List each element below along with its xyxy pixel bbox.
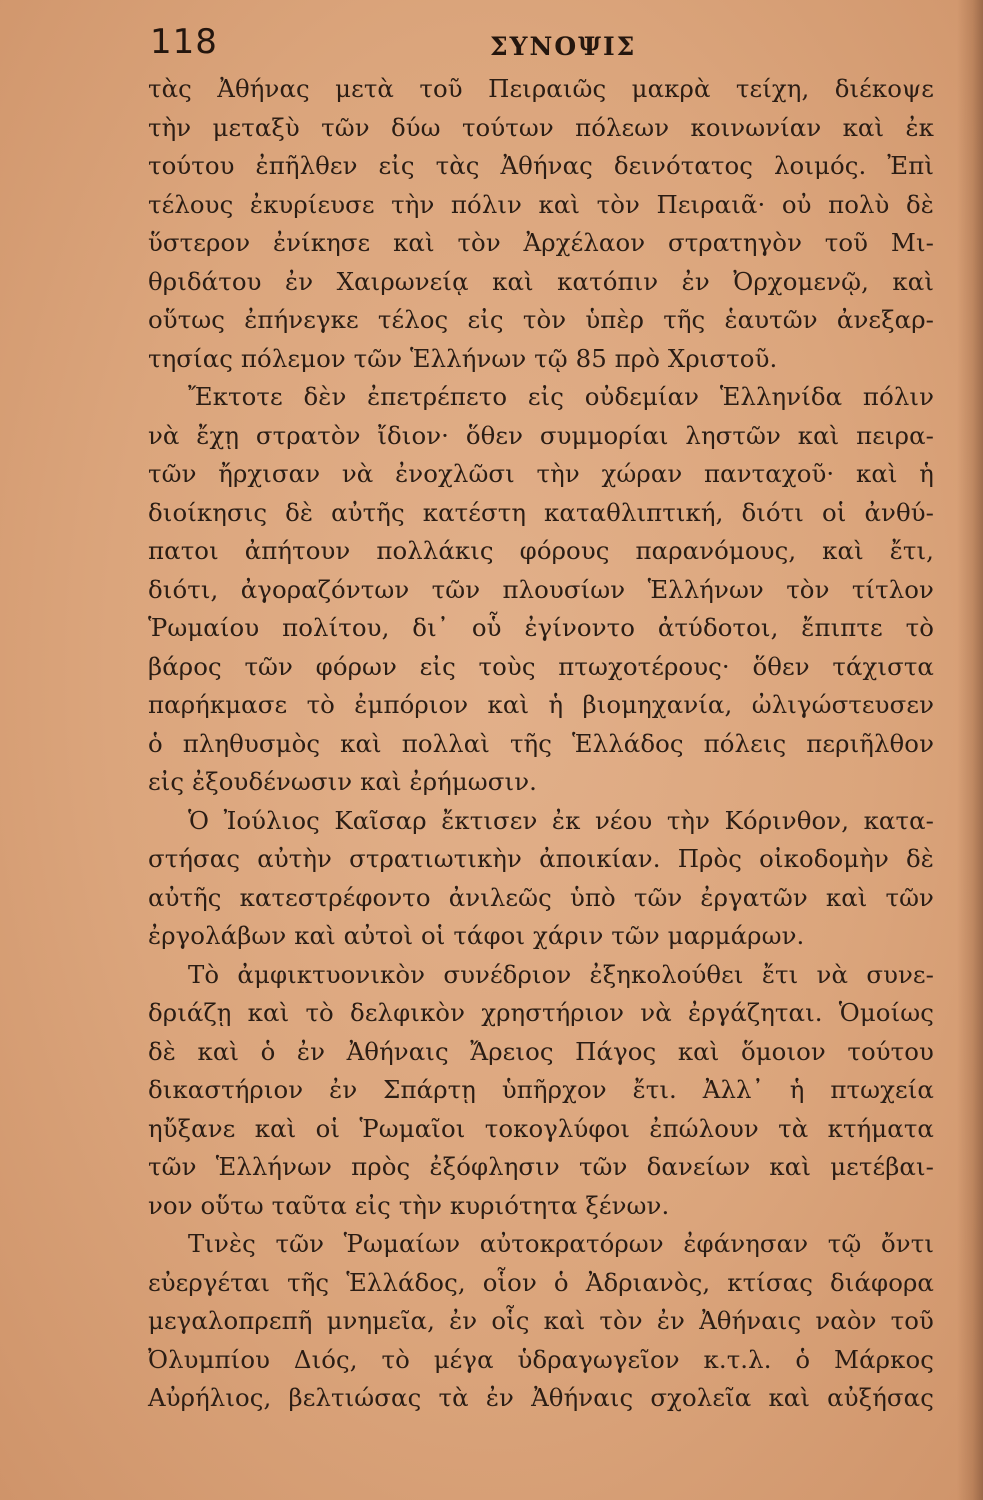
- page-header: [150, 22, 950, 72]
- text-line: τέλους ἐκυρίευσε τὴν πόλιν καὶ τὸν Πειραιᾶ· οὐ πολὺ δὲ: [148, 189, 934, 219]
- text-line: δὲ καὶ ὁ ἐν Ἀθήναις Ἄρειος Πάγος καὶ ὅμοιον τούτου: [148, 1036, 934, 1066]
- text-line: δικαστήριον ἐν Σπάρτῃ ὑπῆρχον ἔτι. Ἀλλ᾽ ἡ πτωχεία: [148, 1075, 934, 1104]
- text-line: μεγαλοπρεπῆ μνημεῖα, ἐν οἷς καὶ τὸν ἐν Ἀθήναις ναὸν τοῦ: [148, 1306, 934, 1335]
- text-line: πατοι ἀπήτουν πολλάκις φόρους παρανόμους, καὶ ἔτι,: [148, 536, 934, 565]
- text-line: διότι, ἀγοραζόντων τῶν πλουσίων Ἑλλήνων τὸν τίτλον: [148, 574, 934, 604]
- text-line: Ἔκτοτε δὲν ἐπετρέπετο εἰς οὐδεμίαν Ἑλληνίδα πόλιν: [188, 382, 934, 411]
- text-line: νον οὕτω ταῦτα εἰς τὴν κυριότητα ξένων.: [148, 1190, 670, 1220]
- text-line: βάρος τῶν φόρων εἰς τοὺς πτωχοτέρους· ὅθεν τάχιστα: [148, 651, 934, 681]
- text-line: νὰ ἔχῃ στρατὸν ἴδιον· ὅθεν συμμορίαι ληστῶν καὶ πειρα-: [148, 420, 934, 450]
- text-line: τῶν ἤρχισαν νὰ ἐνοχλῶσι τὴν χώραν πανταχοῦ· καὶ ἡ: [148, 459, 934, 488]
- text-line: Τὸ ἀμφικτυονικὸν συνέδριον ἐξηκολούθει ἔτι νὰ συνε-: [188, 959, 934, 989]
- page-edge-shadow: [957, 0, 983, 1500]
- text-line: ἐργολάβων καὶ αὐτοὶ οἱ τάφοι χάριν τῶν μαρμάρων.: [148, 921, 805, 950]
- text-line: Ὁ Ἰούλιος Καῖσαρ ἔκτισεν ἐκ νέου τὴν Κόρινθον, κατα-: [188, 805, 934, 835]
- text-line: Ῥωμαίου πολίτου, δι᾽ οὗ ἐγίνοντο ἀτύδοτοι, ἔπιπτε τὸ: [148, 613, 934, 642]
- text-line: τὴν μεταξὺ τῶν δύω τούτων πόλεων κοινωνίαν καὶ ἐκ: [148, 112, 934, 142]
- text-line: παρήκμασε τὸ ἐμπόριον καὶ ἡ βιομηχανία, ὠλιγώστευσεν: [148, 690, 934, 719]
- body-text: [148, 70, 934, 1418]
- text-line: αὐτῆς κατεστρέφοντο ἀνιλεῶς ὑπὸ τῶν ἐργατῶν καὶ τῶν: [148, 882, 934, 912]
- text-line: Ὀλυμπίου Διός, τὸ μέγα ὑδραγωγεῖον κ.τ.λ. ὁ Μάρκος: [148, 1344, 934, 1374]
- text-line: Τινὲς τῶν Ῥωμαίων αὐτοκρατόρων ἐφάνησαν τῷ ὄντι: [188, 1229, 934, 1258]
- text-line: θριδάτου ἐν Χαιρωνείᾳ καὶ κατόπιν ἐν Ὀρχομενῷ, καὶ: [148, 266, 934, 296]
- text-line: τούτου ἐπῆλθεν εἰς τὰς Ἀθήνας δεινότατος λοιμός. Ἐπὶ: [148, 151, 934, 180]
- text-line: ὁ πληθυσμὸς καὶ πολλαὶ τῆς Ἑλλάδος πόλεις περιῆλθον: [148, 728, 934, 758]
- text-line: διοίκησις δὲ αὐτῆς κατέστη καταθλιπτική, διότι οἱ ἀνθύ-: [148, 497, 934, 527]
- text-line: τὰς Ἀθήνας μετὰ τοῦ Πειραιῶς μακρὰ τείχη, διέκοψε: [148, 74, 934, 103]
- text-line: τησίας πόλεμον τῶν Ἑλλήνων τῷ 85 πρὸ Χριστοῦ.: [148, 343, 778, 373]
- text-line: δριάζῃ καὶ τὸ δελφικὸν χρηστήριον νὰ ἐργάζηται. Ὁμοίως: [148, 998, 934, 1027]
- text-line: τῶν Ἑλλήνων πρὸς ἐξόφλησιν τῶν δανείων καὶ μετέβαι-: [148, 1152, 934, 1181]
- text-line: οὕτως ἐπήνεγκε τέλος εἰς τὸν ὑπὲρ τῆς ἑαυτῶν ἀνεξαρ-: [148, 305, 934, 334]
- text-line: Αὐρήλιος, βελτιώσας τὰ ἐν Ἀθήναις σχολεῖα καὶ αὐξήσας: [148, 1383, 934, 1412]
- text-line: στήσας αὐτὴν στρατιωτικὴν ἀποικίαν. Πρὸς οἰκοδομὴν δὲ: [148, 844, 934, 873]
- page-number: 118: [150, 22, 218, 62]
- running-title: ΣΥΝΟΨΙΣ: [490, 32, 637, 61]
- text-line: εἰς ἐξουδένωσιν καὶ ἐρήμωσιν.: [148, 767, 537, 796]
- text-line: ηὔξανε καὶ οἱ Ῥωμαῖοι τοκογλύφοι ἐπώλουν τὰ κτήματα: [148, 1113, 934, 1143]
- text-line: εὐεργέται τῆς Ἑλλάδος, οἷον ὁ Ἀδριανὸς, κτίσας διάφορα: [148, 1267, 934, 1297]
- text-line: ὕστερον ἐνίκησε καὶ τὸν Ἀρχέλαον στρατηγὸν τοῦ Μι-: [148, 228, 934, 257]
